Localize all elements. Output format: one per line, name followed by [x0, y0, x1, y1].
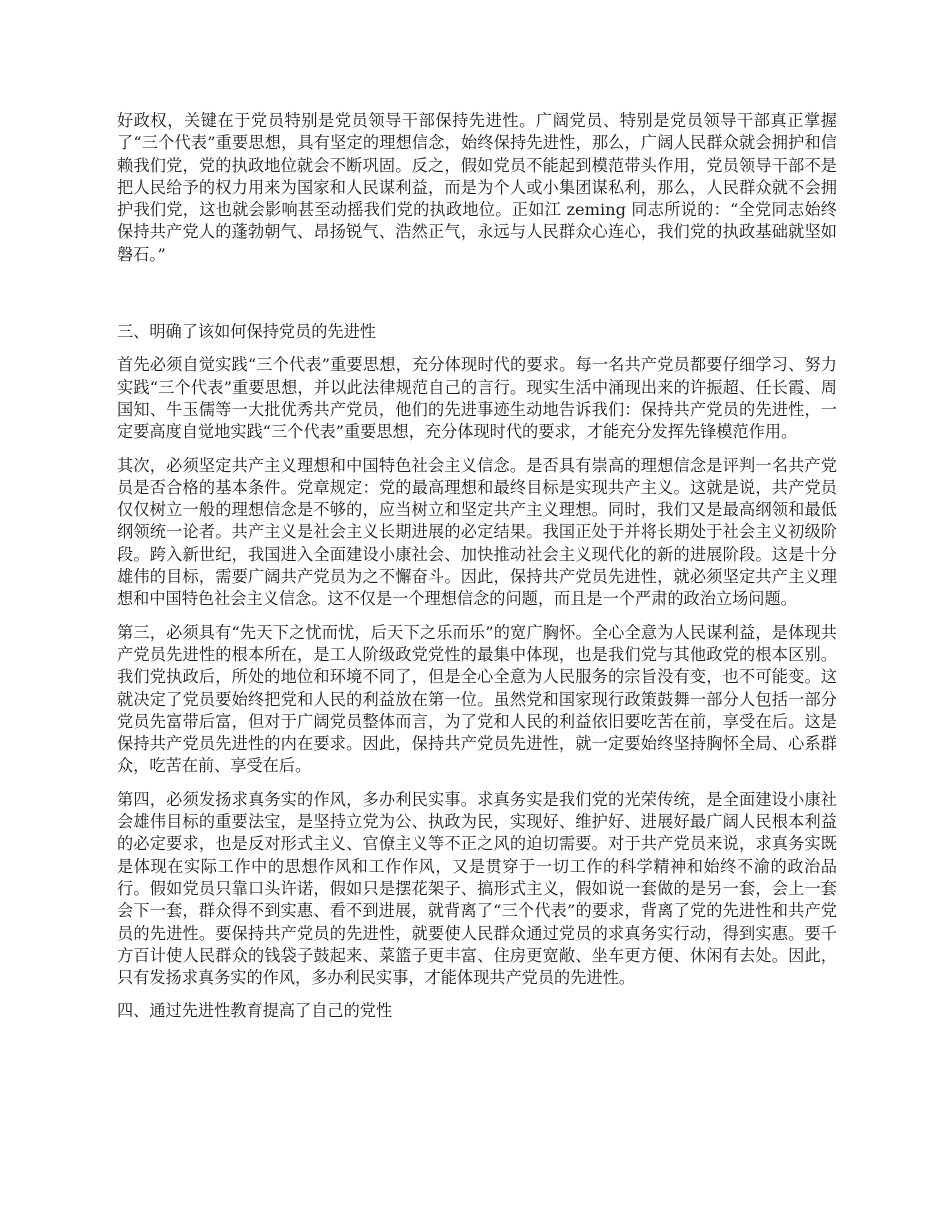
paragraph-third-requirement: 第三，必须具有“先天下之忧而忧，后天下之乐而乐”的宽广胸怀。全心全意为人民谋利益，是体现共产党员先进性的根本所在，是工人阶级政党党性的最集中体现，也是我们党与其他政党的根本区别。我们党执政后，所处的地位和环境不同了，但是全心全意为人民服务的宗旨没有变，也不可能变。这就决定了党员要始终把党和人民的利益放在第一位。虽然党和国家现行政策鼓舞一部分人包括一部分党员先富带后富，但对于广阔党员整体而言，为了党和人民的利益依旧要吃苦在前，享受在后。这是保持共产党员先进性的内在要求。因此，保持共产党员先进性，就一定要始终坚持胸怀全局、心系群众，吃苦在前、享受在后。 [117, 622, 837, 776]
paragraph-party-governance: 好政权，关键在于党员特别是党员领导干部保持先进性。广阔党员、特别是党员领导干部真正掌握了“三个代表”重要思想，具有坚定的理想信念，始终保持先进性，那么，广阔人民群众就会拥护和信赖我们党，党的执政地位就会不断巩固。反之，假如党员不能起到模范带头作用，党员领导干部不是把人民给予的权力用来为国家和人民谋利益，而是为个人或小集团谋私利，那么，人民群众就不会拥护我们党，这也就会影响甚至动摇我们党的执政地位。正如江 zeming 同志所说的：“全党同志始终保持共产党人的蓬勃朝气、昂扬锐气、浩然正气，永远与人民群众心连心，我们党的执政基础就坚如磐石。” [117, 111, 837, 264]
section-heading-four: 四、通过先进性教育提高了自己的党性 [117, 1001, 393, 1021]
paragraph-first-requirement: 首先必须自觉实践“三个代表”重要思想，充分体现时代的要求。每一名共产党员都要仔细学习、努力实践“三个代表”重要思想，并以此法律规范自己的言行。现实生活中涌现出来的许振超、任长霞、周国知、牛玉儒等一大批优秀共产党员，他们的先进事迹生动地告诉我们：保持共产党员的先进性，一定要高度自觉地实践“三个代表”重要思想，充分体现时代的要求，才能充分发挥先锋模范作用。 [117, 355, 837, 442]
paragraph-fourth-requirement: 第四，必须发扬求真务实的作风，多办利民实事。求真务实是我们党的光荣传统，是全面建设小康社会雄伟目标的重要法宝，是坚持立党为公、执政为民，实现好、维护好、进展好最广阔人民根本利益的必定要求，也是反对形式主义、官僚主义等不正之风的迫切需要。对于共产党员来说，求真务实既是体现在实际工作中的思想作风和工作作风，又是贯穿于一切工作的科学精神和始终不渝的政治品行。假如党员只靠口头许诺，假如只是摆花架子、搞形式主义，假如说一套做的是另一套，会上一套会下一套，群众得不到实惠、看不到进展，就背离了“三个代表”的要求，背离了党的先进性和共产党员的先进性。要保持共产党员的先进性，就要使人民群众通过党员的求真务实行动，得到实惠。要千方百计使人民群众的钱袋子鼓起来、菜篮子更丰富、住房更宽敞、坐车更方便、休闲有去处。因此，只有发扬求真务实的作风，多办利民实事，才能体现共产党员的先进性。 [117, 789, 837, 988]
section-heading-three: 三、明确了该如何保持党员的先进性 [117, 322, 376, 342]
paragraph-second-requirement: 其次，必须坚定共产主义理想和中国特色社会主义信念。是否具有崇高的理想信念是评判一名共产党员是否合格的基本条件。党章规定：党的最高理想和最终目标是实现共产主义。这就是说，共产党员仅仅树立一般的理想信念是不够的，应当树立和坚定共产主义理想。同时，我们又是最高纲领和最低纲领统一论者。共产主义是社会主义长期进展的必定结果。我国正处于并将长期处于社会主义初级阶段。跨入新世纪，我国进入全面建设小康社会、加快推动社会主义现代化的新的进展阶段。这是十分雄伟的目标，需要广阔共产党员为之不懈奋斗。因此，保持共产党员先进性，就必须坚定共产主义理想和中国特色社会主义信念。这不仅是一个理想信念的问题，而且是一个严肃的政治立场问题。 [117, 455, 837, 609]
